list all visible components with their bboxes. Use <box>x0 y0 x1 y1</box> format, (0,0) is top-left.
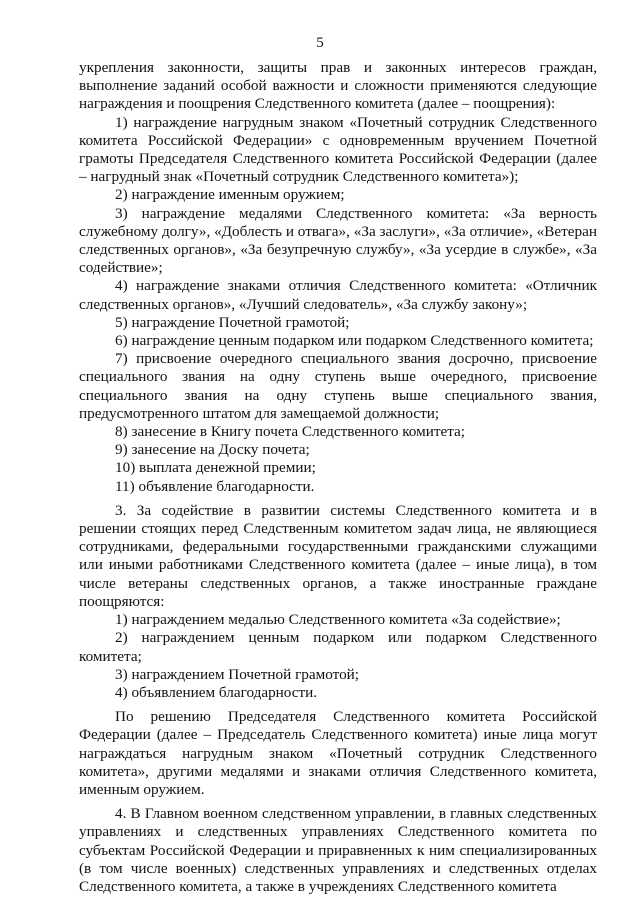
list-item-certificate: 5) награждение Почетной грамотой; <box>115 313 350 331</box>
list-item-certificate-others: 3) награждением Почетной грамотой; <box>115 665 360 683</box>
list-item-distinction-marks: 4) награждение знаками отличия Следственного комитета: «Отличник следственных органов», «Лучший следователь», «За службу закону»; <box>79 277 597 313</box>
chairman-decision-paragraph: По решению Председателя Следственного комитета Российской Федерации (далее – Председатель Следственного комитета) иные лица могут награждаться нагрудным знаком «Почетный сотрудник Следственного комитета», другими медалями и знаками отличия Следственного комитета, именным оружием. <box>79 708 597 798</box>
list-item-award-badge: 1) награждение нагрудным знаком «Почетный сотрудник Следственного комитета Российской Федерации» с одновременным вручением Почетной грамоты Председателя Следственного комитета Российской Федерации (далее – нагрудный знак «Почетный сотрудник Следственного комитета»); <box>79 113 597 186</box>
list-item-gratitude: 11) объявление благодарности. <box>115 477 315 495</box>
section-4-paragraph: 4. В Главном военном следственном управлении, в главных следственных управлениях и следственных управлениях Следственного комитета по субъектам Российской Федерации и приравненных к ним специализированных (в том числе военных) следственных управлениях и следственных отделах Следственного комитета, а также в учреждениях Следственного комитета <box>79 805 597 895</box>
list-item-medals: 3) награждение медалями Следственного комитета: «За верность служебному долгу», «Доблесть и отвага», «За заслуги», «За отличие», «Ветеран следственных органов», «За безупречную службу», «За усердие в службе», «За содействие»; <box>79 204 597 277</box>
list-item-bonus: 10) выплата денежной премии; <box>115 459 316 477</box>
list-item-gift: 6) награждение ценным подарком или подарком Следственного комитета; <box>115 332 594 350</box>
paragraph-continuation: укрепления законности, защиты прав и законных интересов граждан, выполнение заданий особой важности и сложности применяются следующие награждения и поощрения Следственного комитета (далее – поощрения): <box>79 59 597 113</box>
section-3-paragraph: 3. За содействие в развитии системы Следственного комитета и в решении стоящих перед Следственным комитетом задач лица, не являющиеся сотрудниками, федеральными государственными гражданскими служащими или иными работниками Следственного комитета (далее – иные лица), в том числе ветераны следственных органов, а также иностранные граждане поощряются: <box>79 501 597 610</box>
list-item-gratitude-others: 4) объявлением благодарности. <box>115 683 318 701</box>
list-item-named-weapon: 2) награждение именным оружием; <box>115 186 345 204</box>
list-item-gift-others: 2) награждением ценным подарком или подарком Следственного комитета; <box>79 629 597 665</box>
list-item-honor-book: 8) занесение в Книгу почета Следственного комитета; <box>115 423 466 441</box>
list-item-rank: 7) присвоение очередного специального звания досрочно, присвоение специального звания на одну ступень выше очередного, присвоение специального звания на одну ступень выше специального звания, предусмотренного штатом для замещаемой должности; <box>79 350 597 422</box>
list-item-medal-assistance: 1) награждением медалью Следственного комитета «За содействие»; <box>115 611 561 629</box>
document-body <box>79 59 597 896</box>
page-number: 5 <box>316 35 324 51</box>
list-item-honor-board: 9) занесение на Доску почета; <box>115 441 310 459</box>
